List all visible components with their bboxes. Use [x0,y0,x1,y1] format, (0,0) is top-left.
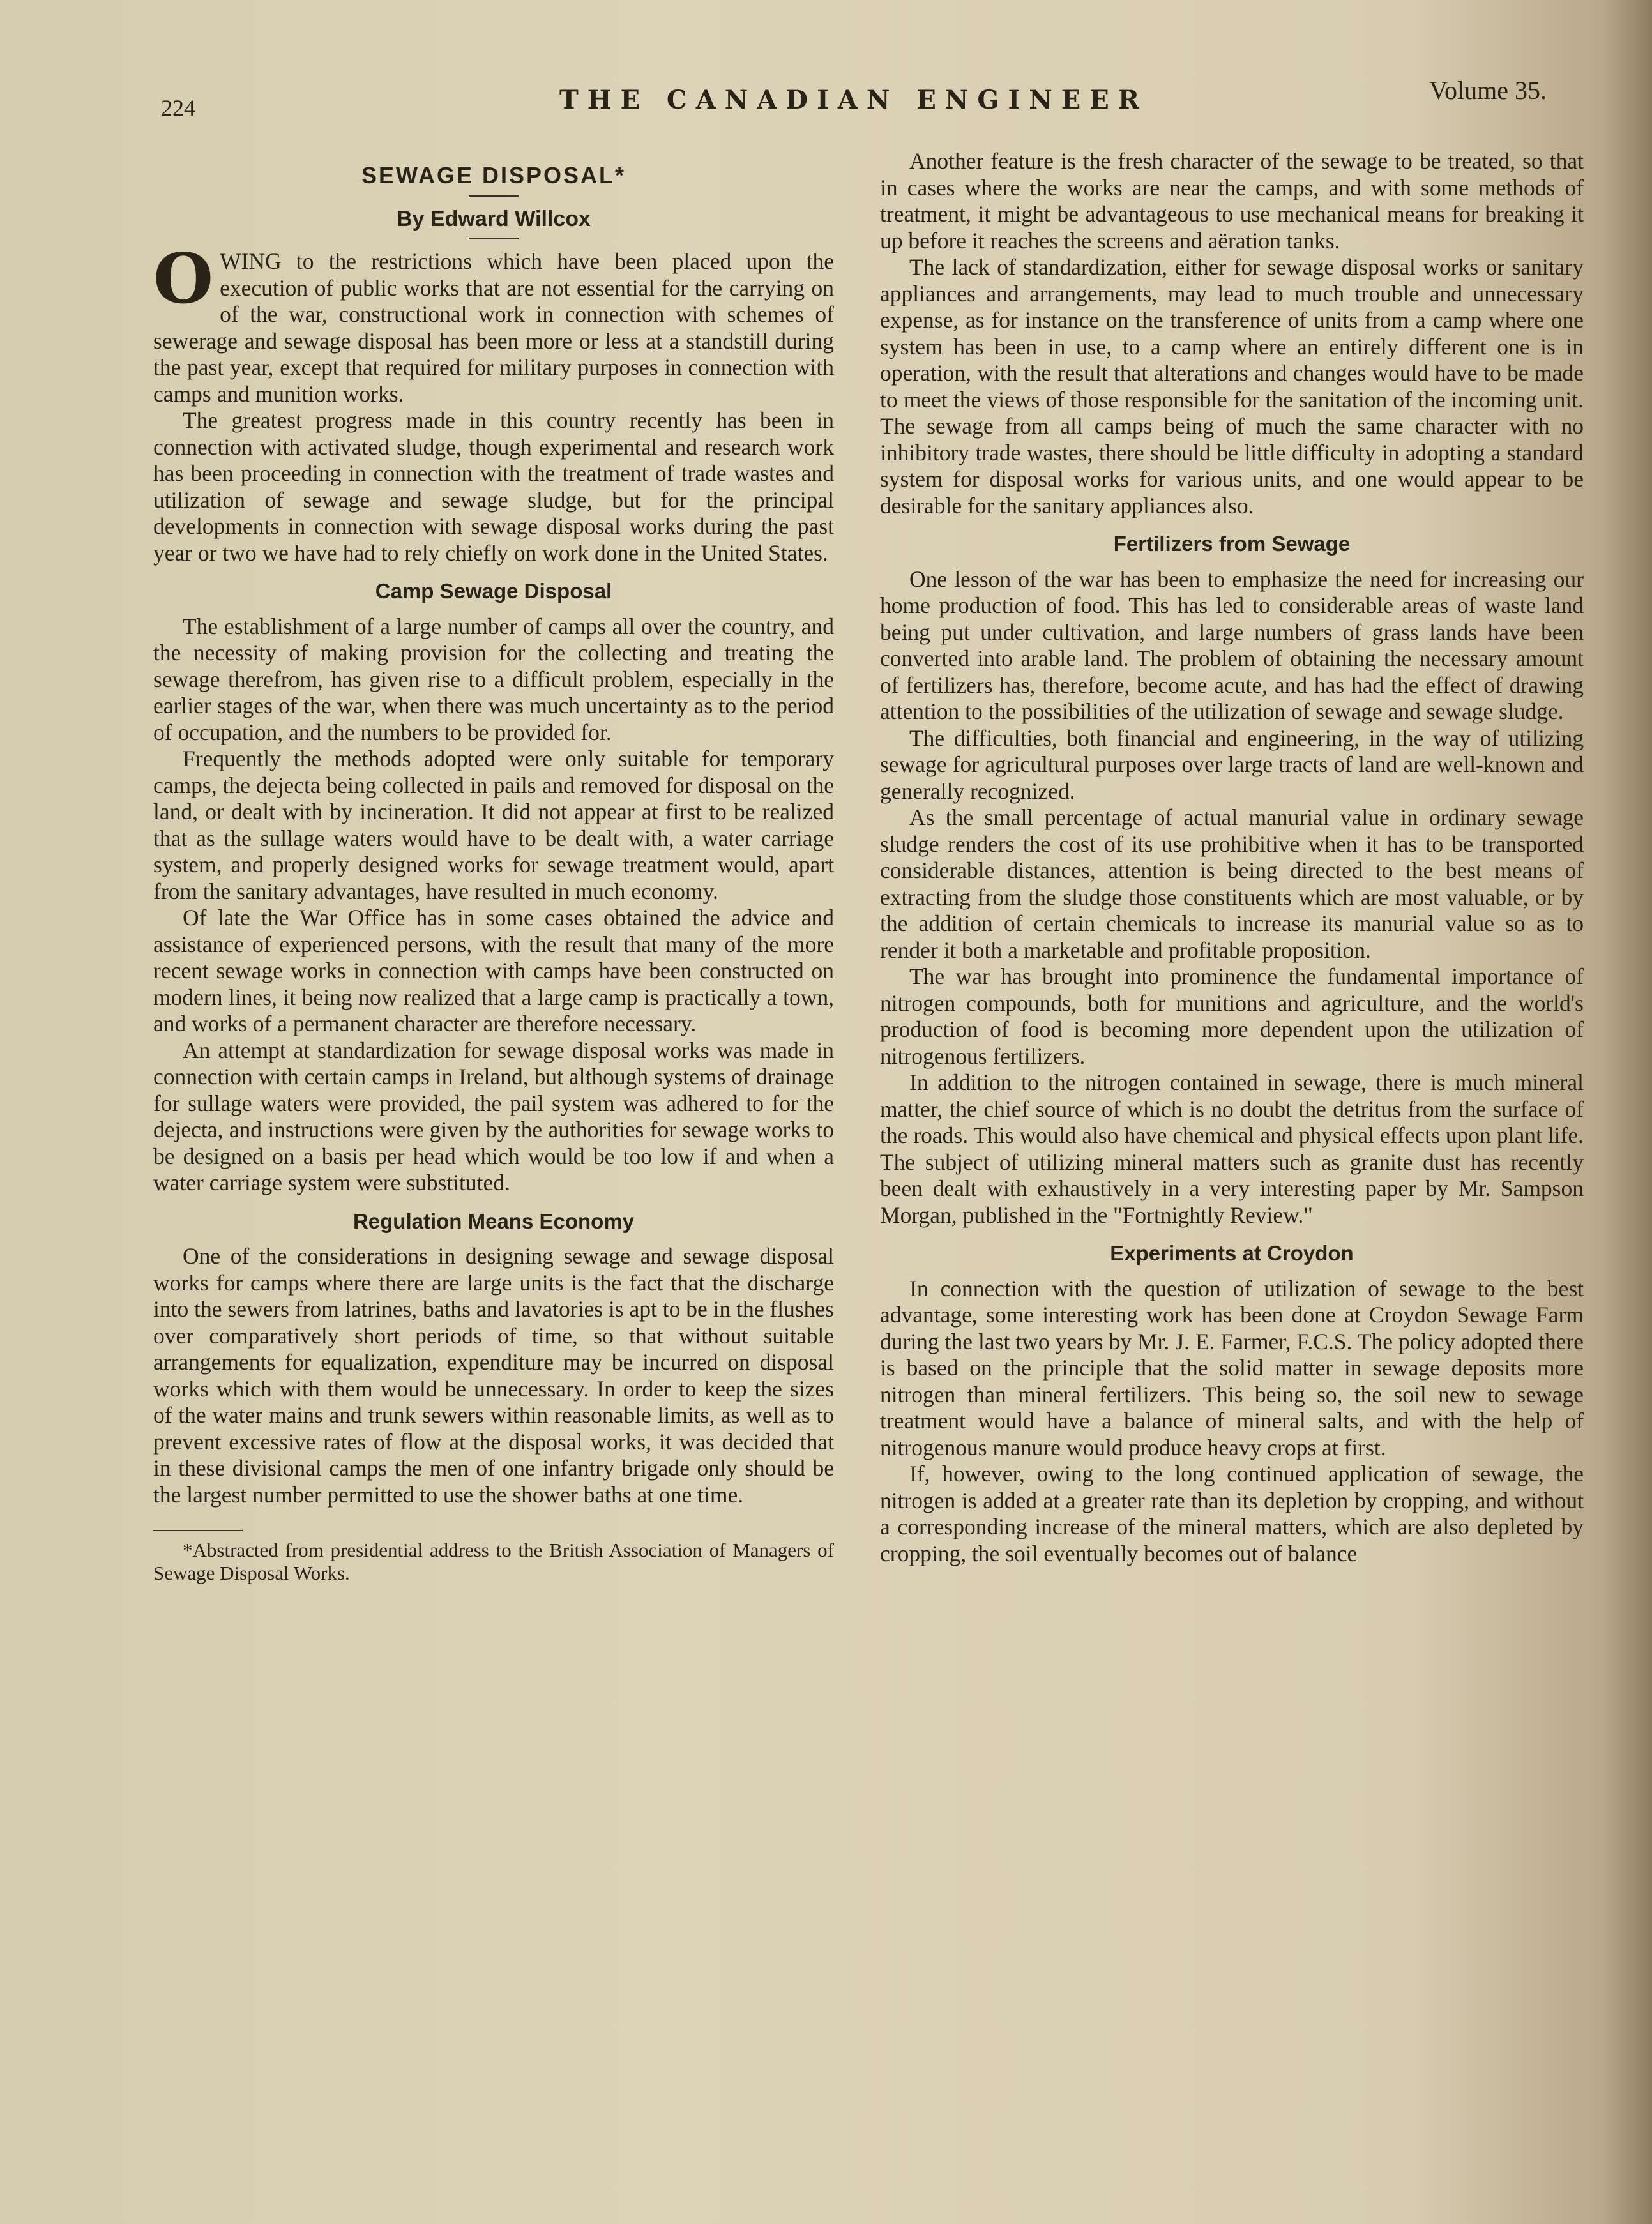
paragraph: Another feature is the fresh character of the sewage to be treated, so that in cases where the works are near the camps, and with some methods of treatment, it might be advantageous to use mechanical means for breaking it up before it reaches the screens and aëration tanks. [880,148,1584,253]
paragraph: One lesson of the war has been to emphasize the need for increasing our home production of food. This has led to considerable areas of waste land being put under cultivation, and large numbers of grass lands have been converted into arable land. The problem of obtaining the necessary amount of fertilizers has, therefore, become acute, and has had the effect of drawing attention to the possibilities of the utilization of sewage and sewage sludge. [880,566,1584,724]
paragraph: Frequently the methods adopted were only suitable for temporary camps, the dejecta being collected in pails and removed for disposal on the land, or dealt with by incineration. It did not appear at first to be realized that as the sullage waters would have to be dealt with, a water carriage system, and properly designed works for sewage treatment would, apart from the sanitary advantages, have resulted in much economy. [153,746,834,904]
paragraph: The greatest progress made in this country recently has been in connection with activated sludge, though experimental and research work has been proceeding in connection with the treatment of trade wastes and utilization of sewage and sewage sludge, but for the principal developments in connection with sewage disposal works during the past year or two we have had to rely chiefly on work done in the United States. [153,407,834,566]
article-title: SEWAGE DISPOSAL* [361,162,626,188]
journal-title: THE CANADIAN ENGINEER [559,85,1149,115]
paragraph: In addition to the nitrogen contained in sewage, there is much mineral matter, the chief source of which is no doubt the detritus from the surface of the roads. This would also have chemical and physical effects upon plant life. The subject of utilizing mineral matters such as granite dust has recently been dealt with exhaustively in a very interesting paper by Mr. Sampson Morgan, published in the "Fortnightly Review." [880,1070,1584,1228]
page-number: 224 [161,95,195,121]
right-column [880,148,1584,1567]
title-rule [469,195,519,197]
paragraph: An attempt at standardization for sewage disposal works was made in connection with certain camps in Ireland, but although systems of drainage for sullage waters were provided, the pail system was adhered to for the dejecta, and instructions were given by the authorities for sewage works to be designed on a basis per head which would be too low if and when a water carriage system were substituted. [153,1037,834,1195]
section-heading-fertilizers: Fertilizers from Sewage [1113,532,1351,556]
paragraph: The war has brought into prominence the fundamental importance of nitrogen compounds, both for munitions and agriculture, and the world's production of food is becoming more dependent upon the utilization of nitrogenous fertilizers. [880,964,1584,1069]
volume-label: Volume 35. [1429,76,1547,105]
footnote-rule [153,1530,243,1531]
paragraph: The difficulties, both financial and engineering, in the way of utilizing sewage for agricultural purposes over large tracts of land are well-known and generally recognized. [880,725,1584,804]
paragraph: If, however, owing to the long continued application of sewage, the nitrogen is added at a greater rate than its depletion by cropping, and without a corresponding increase of the mineral matters, which are also depleted by cropping, the soil eventually becomes out of balance [880,1461,1584,1566]
byline-rule [469,238,519,239]
footnote: *Abstracted from presidential address to the British Association of Managers of Sewage Disposal Works. [153,1539,834,1584]
drop-cap: O [153,239,214,319]
paragraph: Of late the War Office has in some cases obtained the advice and assistance of experienced persons, with the result that many of the more recent sewage works in connection with camps have been constructed on modern lines, it being now realized that a large camp is practically a town, and works of a permanent character are therefore necessary. [153,905,834,1036]
section-heading-croydon: Experiments at Croydon [1110,1241,1354,1265]
left-column [153,148,834,1585]
intro-text: WING to the restrictions which have been placed upon the execution of public works that are not essential for the carrying on of the war, constructional work in connection with schemes of sewerage and sewage disposal has been more or less at a standstill during the past year, except that required for military purposes in connection with camps and munition works. [153,248,834,407]
paragraph: One of the considerations in designing sewage and sewage disposal works for camps where there are large units is the fact that the discharge into the sewers from latrines, baths and lavatories is apt to be in the flushes over comparatively short periods of time, so that without suitable arrangements for equalization, expenditure may be incurred on disposal works which with them would be unnecessary. In order to keep the sizes of the water mains and trunk sewers within reasonable limits, as well as to prevent excessive rates of flow at the disposal works, it was decided that in these divisional camps the men of one infantry brigade only should be the largest number permitted to use the shower baths at one time. [153,1243,834,1508]
paragraph: The lack of standardization, either for sewage disposal works or sanitary appliances and arrangements, may lead to much trouble and unnecessary expense, as for instance on the transference of units from a camp where one system has been in use, to a camp where an entirely different one is in operation, with the result that alterations and changes would have to be made to meet the views of those responsible for the sanitation of the incoming unit. The sewage from all camps being of much the same character with no inhibitory trade wastes, there should be little difficulty in adopting a standard system for disposal works for various units, and one would appear to be desirable for the sanitary appliances also. [880,254,1584,518]
paragraph: The establishment of a large number of camps all over the country, and the necessity of making provision for the collecting and treating the sewage therefrom, has given rise to a difficult problem, especially in the earlier stages of the war, when there was much uncertainty as to the period of occupation, and the numbers to be provided for. [153,613,834,745]
article-byline: By Edward Willcox [397,206,591,231]
section-heading-camp: Camp Sewage Disposal [375,579,612,603]
paragraph: As the small percentage of actual manurial value in ordinary sewage sludge renders the cost of its use prohibitive when it has to be transported considerable distances, attention is being directed to the best means of extracting from the sludge those constituents which are most valuable, or by the addition of certain chemicals to increase its manurial value so as to render it both a marketable and profitable proposition. [880,805,1584,963]
paragraph: In connection with the question of utilization of sewage to the best advantage, some interesting work has been done at Croydon Sewage Farm during the last two years by Mr. J. E. Farmer, F.C.S. The policy adopted there is based on the principle that the solid matter in sewage deposits more nitrogen than mineral fertilizers. This being so, the soil new to sewage treatment would have a balance of mineral salts, and with the help of nitrogenous manure would produce heavy crops at first. [880,1275,1584,1460]
page-header [161,75,1547,126]
intro-paragraph [153,239,834,407]
section-heading-regulation: Regulation Means Economy [352,1209,635,1233]
